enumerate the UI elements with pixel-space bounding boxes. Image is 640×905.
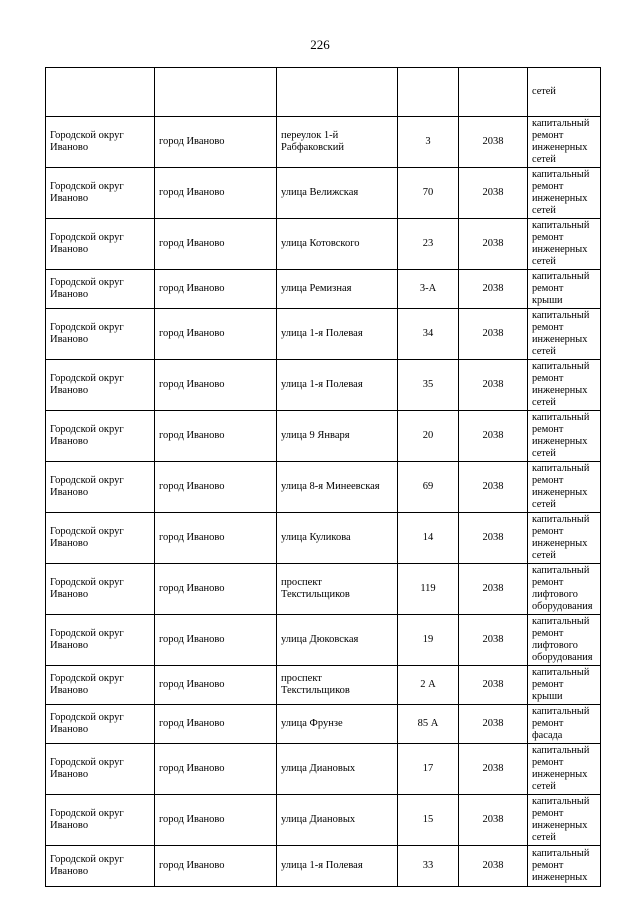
cell-year: 2038 [459,168,528,219]
cell-municipality: Городской округ Иваново [46,615,155,666]
cell-house-number: 69 [398,462,459,513]
cell-settlement: город Иваново [155,411,277,462]
cell-municipality: Городской округ Иваново [46,744,155,795]
cell-municipality: Городской округ Иваново [46,666,155,705]
table-body [46,68,601,887]
cell-work-type: сетей [528,68,601,117]
cell-street: улица Велижская [277,168,398,219]
cell-work-type: капитальный ремонт лифтового оборудования [528,615,601,666]
cell-municipality: Городской округ Иваново [46,564,155,615]
table-row [46,846,601,887]
housing-repair-table [45,67,601,887]
cell-year: 2038 [459,564,528,615]
table-row [46,309,601,360]
cell-street: улица Котовского [277,219,398,270]
cell-street: улица 1-я Полевая [277,360,398,411]
cell-municipality: Городской округ Иваново [46,168,155,219]
cell-house-number: 35 [398,360,459,411]
cell-house-number: 34 [398,309,459,360]
cell-municipality [46,68,155,117]
cell-settlement: город Иваново [155,462,277,513]
cell-street [277,68,398,117]
cell-house-number: 70 [398,168,459,219]
cell-work-type: капитальный ремонт инженерных [528,846,601,887]
cell-street: проспект Текстильщиков [277,564,398,615]
cell-street: переулок 1-й Рабфаковский [277,117,398,168]
table-row [46,564,601,615]
cell-work-type: капитальный ремонт инженерных сетей [528,309,601,360]
cell-settlement: город Иваново [155,846,277,887]
cell-year: 2038 [459,513,528,564]
cell-municipality: Городской округ Иваново [46,117,155,168]
table-row [46,513,601,564]
cell-work-type: капитальный ремонт инженерных сетей [528,411,601,462]
cell-municipality: Городской округ Иваново [46,705,155,744]
cell-street: улица 1-я Полевая [277,309,398,360]
cell-house-number: 20 [398,411,459,462]
cell-house-number: 85 А [398,705,459,744]
cell-year: 2038 [459,705,528,744]
cell-street: улица Ремизная [277,270,398,309]
cell-house-number: 23 [398,219,459,270]
cell-work-type: капитальный ремонт инженерных сетей [528,219,601,270]
cell-settlement: город Иваново [155,168,277,219]
table-row [46,744,601,795]
cell-year: 2038 [459,219,528,270]
table-row [46,117,601,168]
page-number: 226 [310,37,330,52]
cell-settlement: город Иваново [155,564,277,615]
cell-work-type: капитальный ремонт инженерных сетей [528,744,601,795]
cell-house-number: 19 [398,615,459,666]
cell-street: улица Фрунзе [277,705,398,744]
cell-year: 2038 [459,411,528,462]
cell-work-type: капитальный ремонт крыши [528,666,601,705]
cell-year: 2038 [459,615,528,666]
cell-municipality: Городской округ Иваново [46,270,155,309]
cell-year [459,68,528,117]
cell-municipality: Городской округ Иваново [46,360,155,411]
cell-settlement: город Иваново [155,270,277,309]
cell-settlement: город Иваново [155,360,277,411]
table-row [46,219,601,270]
cell-house-number: 119 [398,564,459,615]
cell-house-number: 33 [398,846,459,887]
cell-street: улица Диановых [277,744,398,795]
cell-settlement: город Иваново [155,219,277,270]
cell-year: 2038 [459,309,528,360]
cell-work-type: капитальный ремонт фасада [528,705,601,744]
cell-municipality: Городской округ Иваново [46,846,155,887]
cell-year: 2038 [459,666,528,705]
cell-municipality: Городской округ Иваново [46,309,155,360]
cell-year: 2038 [459,462,528,513]
cell-settlement: город Иваново [155,666,277,705]
cell-street: улица 1-я Полевая [277,846,398,887]
cell-street: проспект Текстильщиков [277,666,398,705]
cell-year: 2038 [459,744,528,795]
cell-municipality: Городской округ Иваново [46,795,155,846]
cell-street: улица 8-я Минеевская [277,462,398,513]
cell-work-type: капитальный ремонт инженерных сетей [528,513,601,564]
cell-municipality: Городской округ Иваново [46,219,155,270]
table-row [46,705,601,744]
cell-street: улица Диановых [277,795,398,846]
table-row [46,795,601,846]
cell-work-type: капитальный ремонт инженерных сетей [528,168,601,219]
table-row [46,168,601,219]
cell-settlement: город Иваново [155,309,277,360]
cell-year: 2038 [459,360,528,411]
cell-street: улица Дюковская [277,615,398,666]
cell-municipality: Городской округ Иваново [46,462,155,513]
cell-work-type: капитальный ремонт крыши [528,270,601,309]
cell-work-type: капитальный ремонт инженерных сетей [528,360,601,411]
cell-house-number: 15 [398,795,459,846]
cell-house-number: 2 А [398,666,459,705]
cell-work-type: капитальный ремонт инженерных сетей [528,462,601,513]
cell-year: 2038 [459,846,528,887]
cell-settlement: город Иваново [155,117,277,168]
cell-street: улица 9 Января [277,411,398,462]
cell-house-number: 3 [398,117,459,168]
cell-house-number [398,68,459,117]
table-row [46,462,601,513]
cell-settlement [155,68,277,117]
cell-year: 2038 [459,795,528,846]
cell-house-number: 14 [398,513,459,564]
cell-municipality: Городской округ Иваново [46,513,155,564]
cell-work-type: капитальный ремонт лифтового оборудования [528,564,601,615]
cell-settlement: город Иваново [155,795,277,846]
cell-work-type: капитальный ремонт инженерных сетей [528,795,601,846]
table-row [46,615,601,666]
cell-settlement: город Иваново [155,615,277,666]
cell-street: улица Куликова [277,513,398,564]
cell-settlement: город Иваново [155,513,277,564]
cell-year: 2038 [459,270,528,309]
cell-year: 2038 [459,117,528,168]
cell-house-number: 3-А [398,270,459,309]
table-row [46,270,601,309]
cell-municipality: Городской округ Иваново [46,411,155,462]
cell-settlement: город Иваново [155,705,277,744]
table-row [46,411,601,462]
cell-house-number: 17 [398,744,459,795]
cell-work-type: капитальный ремонт инженерных сетей [528,117,601,168]
table-row [46,68,601,117]
table-row [46,666,601,705]
table-row [46,360,601,411]
cell-settlement: город Иваново [155,744,277,795]
